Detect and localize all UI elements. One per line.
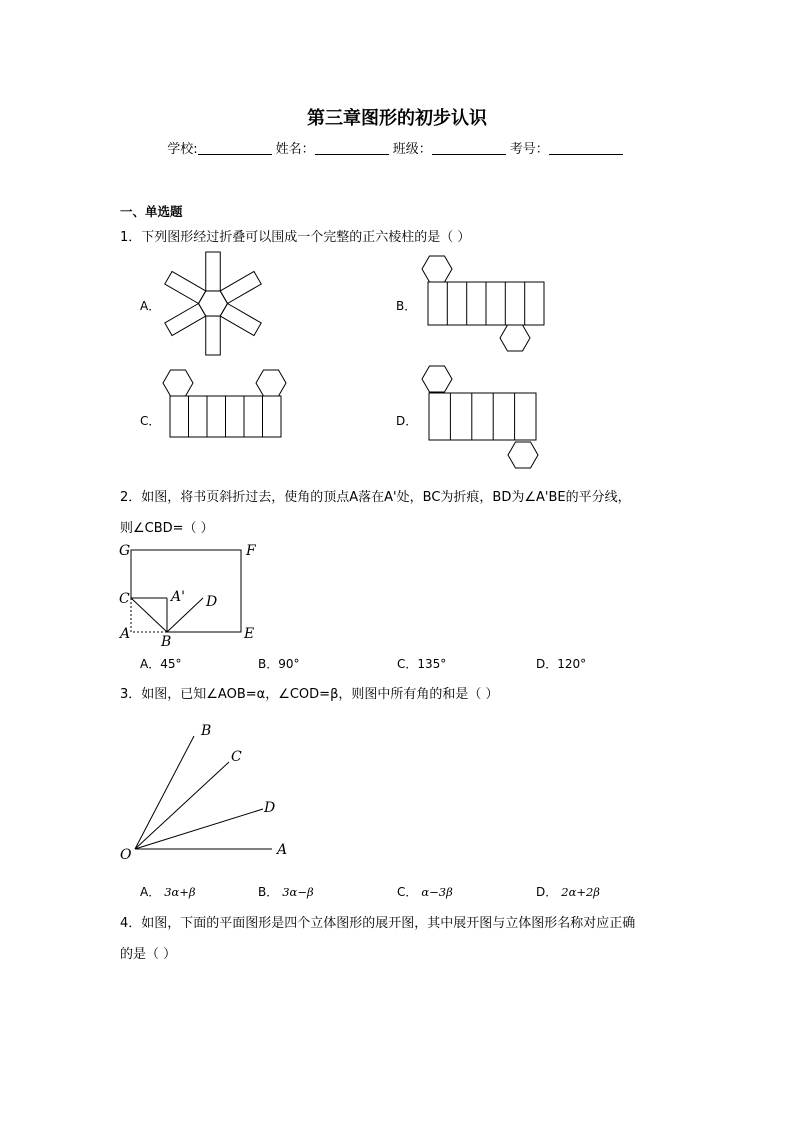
hexagon-shape (422, 256, 452, 282)
q3-angle-figure (115, 716, 305, 866)
q3-option-a-key: A． (140, 885, 161, 899)
q2-option-c-key: C． (397, 657, 418, 671)
label-g: G (119, 543, 131, 559)
q3-option-c[interactable] (397, 883, 453, 900)
q3-option-a-value: 3α+β (164, 885, 196, 899)
label-b: B (201, 723, 212, 739)
label-a: A (277, 842, 288, 858)
exam-number-blank[interactable] (549, 142, 623, 155)
q1-option-b-figure (420, 254, 546, 354)
q2-option-a-value: 45° (160, 657, 182, 671)
q2-option-d[interactable] (536, 655, 586, 672)
q1-option-a-figure (163, 252, 263, 356)
q2-option-a-key: A． (140, 657, 161, 671)
section-heading: 一、单选题 (120, 204, 183, 219)
q2-folded-page-figure (115, 540, 265, 650)
q1-option-d-figure (420, 363, 546, 473)
label-c: C (231, 749, 242, 765)
q2-option-c[interactable] (397, 655, 446, 672)
q1-option-d-label: D． (396, 414, 418, 428)
q3-option-d-key: D． (536, 885, 558, 899)
q2-option-b-key: B． (258, 657, 279, 671)
lateral-strip (429, 393, 536, 440)
question-4-text-line2: 的是（ ） (120, 947, 177, 962)
q3-option-a[interactable] (140, 883, 196, 900)
rect-face (165, 304, 206, 336)
q3-option-b-key: B． (258, 885, 279, 899)
hexagon-shape (163, 370, 193, 396)
q2-option-d-key: D． (536, 657, 558, 671)
question-3-text: 3．如图，已知∠AOB=α，∠COD=β，则图中所有角的和是（ ） (120, 687, 499, 702)
q2-option-a[interactable] (140, 655, 182, 672)
rect-face (220, 271, 261, 303)
name-label: 姓名： (275, 142, 315, 157)
question-2-text-line2: 则∠CBD=（ ） (120, 521, 214, 536)
page-outline (131, 550, 241, 632)
q2-option-c-value: 135° (417, 657, 447, 671)
label-f: F (246, 543, 256, 559)
hexagon-shape (422, 366, 452, 392)
label-o: O (120, 847, 132, 863)
ray-oc (135, 762, 229, 849)
school-label: 学校: (167, 142, 198, 157)
q1-option-a-label: A． (140, 299, 161, 313)
q2-option-b-value: 90° (278, 657, 300, 671)
name-blank[interactable] (315, 142, 389, 155)
question-4-text-line1: 4．如图，下面的平面图形是四个立体图形的展开图，其中展开图与立体图形名称对应正确 (120, 916, 636, 931)
rect-face (220, 304, 261, 336)
question-1-text: 1．下列图形经过折叠可以围成一个完整的正六棱柱的是（ ） (120, 230, 471, 245)
rect-face (206, 252, 221, 291)
ray-ob (135, 736, 194, 849)
label-d: D (264, 800, 276, 816)
q2-option-b[interactable] (258, 655, 300, 672)
class-blank[interactable] (432, 142, 506, 155)
q2-option-d-value: 120° (557, 657, 587, 671)
rect-face (206, 316, 221, 355)
q3-option-c-value: α−3β (421, 885, 453, 899)
label-e: E (244, 626, 255, 642)
q1-option-c-figure (160, 368, 286, 440)
label-b: B (161, 634, 172, 650)
student-info-line (0, 138, 794, 157)
hexagon-shape (256, 370, 286, 396)
question-2-text-line1: 2．如图，将书页斜折过去，使角的顶点A落在A'处，BC为折痕，BD为∠A'BE的平分线， (120, 490, 631, 505)
q3-option-b-value: 3α−β (282, 885, 314, 899)
q3-option-d[interactable] (536, 883, 600, 900)
page-title: 第三章图形的初步认识 (307, 108, 487, 129)
school-blank[interactable] (198, 142, 272, 155)
q1-option-c-label: C． (140, 414, 161, 428)
label-d: D (206, 594, 218, 610)
class-label: 班级： (392, 142, 432, 157)
exam-number-label: 考号： (509, 142, 549, 157)
label-a-prime: A' (171, 589, 185, 605)
fold-line-bc (131, 598, 167, 632)
ray-od (135, 809, 263, 849)
hexagon-shape (500, 325, 530, 351)
label-a: A (120, 626, 131, 642)
q1-option-b-label: B． (396, 299, 417, 313)
q3-option-d-value: 2α+2β (561, 885, 600, 899)
hexagon-shape (199, 291, 228, 316)
q3-option-b[interactable] (258, 883, 314, 900)
hexagon-shape (508, 442, 538, 468)
q3-option-c-key: C． (397, 885, 418, 899)
label-c: C (119, 591, 130, 607)
rect-face (165, 271, 206, 303)
